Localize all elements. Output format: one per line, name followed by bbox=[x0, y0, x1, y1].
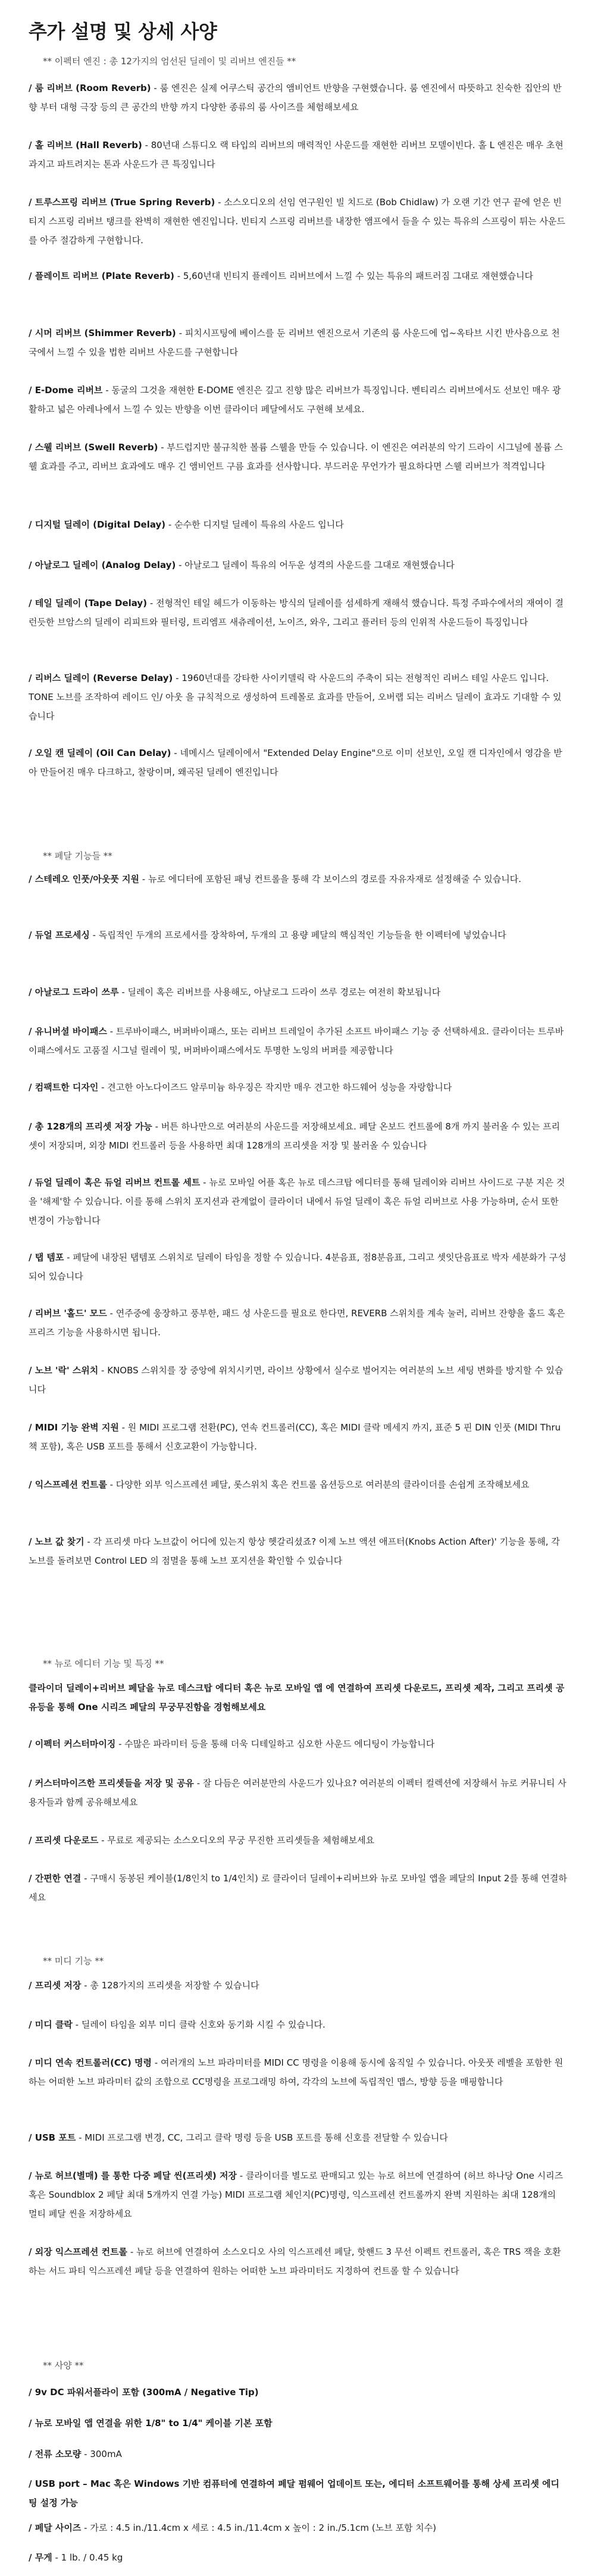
item-desc: - 페달에 내장된 탭템포 스위치로 딜레이 타임을 정할 수 있습니다. 4분음표, 점8분음표, 그리고 셋잇단음표로 박자 세분화가 구성되어 있습니다 bbox=[29, 1252, 566, 1282]
item-desc: - 클라이더를 별도로 판매되고 있는 뉴로 허브에 연결하여 (허브 하나당 One 시리즈 혹은 Soundblox 2 페달 최대 5개까지 연결 가능) MIDI 프로그램 체인지(PC)명령, 익스프레션 컨트롤까지 완벽 지원하는 최대 128개의 멀티 페달 씬을 저장하세요 bbox=[29, 2170, 563, 2219]
list-item bbox=[29, 1078, 567, 1097]
item-desc: - 구매시 동봉된 케이블(1/8인치 to 1/4인치) 로 클라이더 딜레이+리버브와 뉴로 모바일 앱을 페달의 Input 2를 통해 연결하세요 bbox=[29, 1873, 567, 1903]
item-name: / 시머 리버브 (Shimmer Reverb) bbox=[29, 328, 176, 338]
item-name: / 테일 딜레이 (Tape Delay) bbox=[29, 598, 148, 608]
item-desc: - 버튼 하나만으로 여러분의 사운드를 저장해보세요. 페달 온보드 컨트롤에 8개 까지 불러올 수 있는 프리셋이 저장되며, 외장 MIDI 컨트롤러 등을 사용하면 최대 128개의 프리셋을 저장 및 불러올 수 있습니다 bbox=[29, 1121, 560, 1151]
list-item bbox=[29, 1475, 567, 1494]
item-desc: - 다양한 외부 익스프레션 페달, 롯스위치 혹은 컨트롤 옵션등으로 여러분의 클라이더를 손쉽게 조작해보세요 bbox=[107, 1479, 530, 1490]
item-name: / 룸 리버브 (Room Reverb) bbox=[29, 83, 151, 93]
item-desc: - 각 프리셋 마다 노브값이 어디에 있는지 항상 헷갈리셨죠? 이제 노브 액션 애프터(Knobs Action After)' 기능을 통해, 각 노브를 돌려보면 Control LED 의 점멸을 통해 노브 포지션을 확인할 수 있습니다 bbox=[29, 1536, 560, 1566]
item-desc: - 전형적인 테일 헤드가 이동하는 방식의 딜레이를 섬세하게 재해석 했습니다. 특정 주파수에서의 재여이 결런듯한 브암스의 딜레이 리피트와 필터링, 트리엠프 새츄레이션, 노이즈, 와우, 그리고 플러터 등의 인위적 사운드들이 특징입니다 bbox=[29, 598, 564, 627]
item-desc: - 가로 : 4.5 in./11.4cm x 세로 : 4.5 in./11.4cm x 높이 : 2 in./5.1cm (노브 포함 치수) bbox=[81, 2522, 437, 2533]
item-name: 클라이더 딜레이+리버브 페달을 뉴로 데스크탑 에디터 혹은 뉴로 모바일 앱 에 연결하여 프리셋 다운로드, 프리셋 제작, 그리고 프리셋 공유등을 통해 One 시리즈 페달의 무궁무진함을 경험해보세요 bbox=[29, 1683, 565, 1712]
item-name: / 전류 소모량 bbox=[29, 2449, 82, 2459]
section-heading-engines: ** 이펙터 엔진 : 총 12가지의 엄선된 딜레이 및 리버브 엔진들 ** bbox=[43, 56, 296, 67]
item-name: / 뉴로 허브(별매) 를 통한 다중 페달 씬(프리셋) 저장 bbox=[29, 2170, 237, 2181]
item-name: / 오일 캔 딜레이 (Oil Can Delay) bbox=[29, 748, 171, 758]
item-desc: - 순수한 디지털 딜레이 특유의 사운드 입니다 bbox=[165, 519, 344, 530]
item-desc: - 무료로 제공되는 소스오디오의 무궁 무진한 프리셋들을 체험해보세요 bbox=[98, 1835, 375, 1846]
list-item bbox=[29, 870, 567, 889]
item-desc: - 딜레이 혹은 리버브를 사용해도, 아날로그 드라이 쓰루 경로는 여전히 확보됩니다 bbox=[118, 987, 441, 997]
item-name: / 미디 클락 bbox=[29, 2019, 73, 2030]
item-desc: - 룸 엔진은 실제 어쿠스틱 공간의 앰비언트 반향을 구현했습니다. 룸 엔진에서 따뜻하고 친숙한 집안의 반향 부터 대형 극장 등의 큰 공간의 반향 까지 다양한 종류의 룸 사이즈를 체험해보세요 bbox=[29, 83, 562, 112]
list-item bbox=[29, 1976, 567, 1995]
item-name: / USB port – Mac 혹은 Windows 기반 컴퓨터에 연결하여 페달 펌웨어 업데이트 또는, 에디터 소프트웨어를 통해 상세 프리셋 에디팅 설정 가능 bbox=[29, 2478, 560, 2508]
list-item bbox=[29, 1774, 567, 1812]
item-desc: - 뉴로 에디터에 포함된 패닝 컨트롤을 통해 각 보이스의 경로를 자유자재로 설정해줄 수 있습니다. bbox=[139, 874, 522, 884]
item-desc: - 80년대 스튜디오 랙 타입의 리버브의 매력적인 사운드를 재현한 리버브 모델이빈다. 홀 L 엔진은 매우 초현과지고 파트려지는 톤과 사운드가 큰 특징입니다 bbox=[29, 140, 563, 170]
item-name: / E-Dome 리버브 bbox=[29, 385, 103, 396]
list-item bbox=[29, 2166, 567, 2223]
item-name: / 유니버셜 바이패스 bbox=[29, 1026, 107, 1037]
list-item bbox=[29, 669, 567, 726]
list-item bbox=[29, 1022, 567, 1060]
list-item bbox=[29, 2383, 567, 2402]
item-desc: - 뉴로 모바일 어플 혹은 뉴로 데스크탑 에디터를 통해 딜레이와 리버브 사이드로 구분 지은 것을 '해제'할 수 있습니다. 이를 통해 스위치 포지션과 관계없이 클라이더 내에서 듀얼 딜레이 혹은 듀얼 리버브로 사용 가능하며, 순서 또한 변경이 가능합니다 bbox=[29, 1177, 565, 1226]
item-desc: - 부드럽지만 불규칙한 볼륨 스웰을 만들 수 있습니다. 이 엔진은 여러분의 악기 드라이 시그널에 볼륨 스웰 효과를 주고, 리버브 효과에도 매우 긴 앰비언트 구름 효과를 선사합니다. 부드러운 무언가가 필요하다면 스웰 리버브가 적격입니다 bbox=[29, 442, 563, 472]
item-desc: - KNOBS 스위치를 장 중앙에 위치시키면, 라이브 상황에서 실수로 벌어지는 여러분의 노브 세팅 변화를 방지할 수 있습니다 bbox=[29, 1365, 563, 1395]
item-name: / 컴팩트한 디자인 bbox=[29, 1082, 99, 1093]
section-heading-features: ** 페달 기능들 ** bbox=[43, 851, 112, 861]
list-item bbox=[29, 438, 567, 476]
item-desc: - 동굴의 그것을 재현한 E-DOME 엔진은 깊고 진향 많은 리버브가 특징입니다. 벤티리스 리버브에서도 선보인 매우 광활하고 넓은 아레나에서 느낄 수 있는 반향을 이번 클라이더 페달에서도 구현해 보세요. bbox=[29, 385, 561, 415]
item-desc: - 피치시프팅에 베이스를 둔 리버브 엔진으로서 기존의 룸 사운드에 업~옥타브 시킨 반사음으로 천국에서 느낄 수 있을 법한 리버브 사운드를 구현합니다 bbox=[29, 328, 560, 357]
item-desc: - 뉴로 허브에 연결하여 소스오디오 사의 익스프레션 페달, 핫핸드 3 무선 이펙트 컨트롤러, 혹은 TRS 잭을 호환하는 서드 파티 익스프레션 페달 등을 연결하여 원하는 어떠한 노브 파라미터도 지정하여 컨트롤 할 수 있습니다 bbox=[29, 2246, 561, 2276]
list-item bbox=[29, 193, 567, 250]
item-name: / 커스터마이즈한 프리셋들을 저장 및 공유 bbox=[29, 1778, 194, 1789]
item-name: / 아날로그 드라이 쓰루 bbox=[29, 987, 119, 997]
item-desc: - 총 128가지의 프리셋을 저장할 수 있습니다 bbox=[81, 1980, 259, 1991]
item-desc: - 연주중에 웅장하고 풍부한, 패드 성 사운드를 필요로 한다면, REVERB 스위치를 계속 눌러, 리버브 잔향을 홀드 혹은 프리즈 기능을 사용하시면 됩니다. bbox=[29, 1308, 565, 1338]
list-item bbox=[29, 2242, 567, 2280]
item-desc: - 아날로그 딜레이 특유의 어두운 성격의 사운드를 그대로 재현했습니다 bbox=[176, 560, 455, 570]
list-item bbox=[29, 2128, 567, 2147]
list-item bbox=[29, 1361, 567, 1399]
item-name: / 스웰 리버브 (Swell Reverb) bbox=[29, 442, 158, 453]
item-name: / 총 128개의 프리셋 저장 가능 bbox=[29, 1121, 152, 1132]
item-name: / MIDI 기능 완벽 지원 bbox=[29, 1422, 119, 1433]
list-item bbox=[29, 2474, 567, 2512]
item-name: / 리버브 '홀드' 모드 bbox=[29, 1308, 107, 1319]
item-name: / 플레이트 리버브 (Plate Reverb) bbox=[29, 271, 174, 281]
item-desc: - 여러개의 노브 파라미터를 MIDI CC 명령을 이용해 동시에 움직일 수 있습니다. 아웃풋 레벨을 포함한 원하는 어떠한 노브 파라미터 값의 조합으로 CC명령을 프로그래밍 하여, 각각의 노브에 독립적인 맵스, 방향 등을 매핑합니다 bbox=[29, 2057, 563, 2087]
item-name: / 노브 '락' 스위치 bbox=[29, 1365, 99, 1376]
item-desc: - 1 lb. / 0.45 kg bbox=[52, 2552, 123, 2563]
list-item bbox=[29, 743, 567, 782]
item-name: / 디지털 딜레이 (Digital Delay) bbox=[29, 519, 166, 530]
list-item bbox=[29, 136, 567, 174]
item-desc: - 5,60년대 빈티지 플레이트 리버브에서 느낄 수 있는 특유의 패트러짐 그대로 재현했습니다 bbox=[174, 271, 534, 281]
list-item bbox=[29, 1418, 567, 1456]
list-item bbox=[29, 2548, 567, 2567]
list-item bbox=[29, 925, 567, 945]
item-name: / 이펙터 커스터마이징 bbox=[29, 1739, 116, 1749]
list-item bbox=[29, 2445, 567, 2464]
item-name: / 뉴로 모바일 앱 연결을 위한 1/8" to 1/4" 케이블 기본 포함 bbox=[29, 2418, 273, 2428]
item-desc: - 소스오디오의 선임 연구원인 빌 치드로 (Bob Chidlaw) 가 오랜 기간 연구 끝에 얻은 빈티지 스프링 리버브 탱크를 완벽히 재현한 엔진입니다. 빈티지 스프링 리버브를 내장한 앰프에서 들을 수 있는 특유의 스프링이 튀는 사운드를 아주 절감하게 구현합니다. bbox=[29, 197, 566, 246]
item-name: / 아날로그 딜레이 (Analog Delay) bbox=[29, 560, 176, 570]
item-name: / 노브 값 찾기 bbox=[29, 1536, 84, 1547]
item-name: / 탭 템포 bbox=[29, 1252, 64, 1263]
item-desc: - 1960년대를 강타한 사이키델릭 락 사운드의 주축이 되는 전형적인 리버스 테일 사운드 입니다. TONE 노브를 조작하여 레이드 인/ 아웃 을 규칙적으로 생성하여 트레몰로 효과를 만들어, 오버랩 되는 리버스 딜레이 효과도 기대할 수 있습니다 bbox=[29, 673, 562, 721]
list-item bbox=[29, 2518, 567, 2537]
item-name: / 듀얼 프로세싱 bbox=[29, 930, 90, 940]
item-desc: - 잘 다듬은 여러분만의 사운드가 있나요? 여러분의 이펙터 컬렉션에 저장해서 뉴로 커뮤니티 사용자들과 함께 공유해보세요 bbox=[29, 1778, 566, 1808]
list-item bbox=[29, 515, 567, 534]
item-name: / 스테레오 인풋/아웃풋 지원 bbox=[29, 874, 140, 884]
item-desc: - MIDI 프로그램 변경, CC, 그리고 클락 명령 등을 USB 포트를 통해 신호를 전달할 수 있습니다 bbox=[76, 2132, 448, 2143]
item-name: / 리버스 딜레이 (Reverse Delay) bbox=[29, 673, 173, 683]
item-desc: - 트루바이패스, 버퍼바이패스, 또는 리버브 트레일이 추가된 소프트 바이패스 기능 중 선택하세요. 클라이더는 트루바이패스에서도 고품질 시그널 릴레이 및, 버퍼바이패스에서도 투명한 노잉의 버퍼를 제공합니다 bbox=[29, 1026, 564, 1056]
item-name: / 9v DC 파워서플라이 포함 (300mA / Negative Tip) bbox=[29, 2387, 259, 2398]
section-heading-midi: ** 미디 기능 ** bbox=[43, 1956, 104, 1966]
list-item bbox=[29, 1678, 567, 1717]
list-item bbox=[29, 2414, 567, 2433]
list-item bbox=[29, 983, 567, 1002]
item-desc: - 원 MIDI 프로그램 전환(PC), 연속 컨트롤러(CC), 혹은 MIDI 클락 메세지 까지, 표준 5 핀 DIN 인풋 (MIDI Thru 책 포함), 혹은 USB 포트를 통해서 신호교환이 가능합니다. bbox=[29, 1422, 561, 1452]
item-name: / USB 포트 bbox=[29, 2132, 76, 2143]
list-item bbox=[29, 1734, 567, 1753]
list-item bbox=[29, 1304, 567, 1342]
item-desc: - 딜레이 타임을 외부 미디 클락 신호와 동기화 시킬 수 있습니다. bbox=[72, 2019, 325, 2030]
item-name: / 미디 연속 컨트롤러(CC) 명령 bbox=[29, 2057, 152, 2068]
list-item bbox=[29, 2015, 567, 2034]
item-name: / 외장 익스프레션 컨트롤 bbox=[29, 2246, 128, 2257]
item-desc: - 300mA bbox=[81, 2449, 122, 2459]
item-name: / 트루스프링 리버브 (True Spring Reverb) bbox=[29, 197, 215, 208]
list-item bbox=[29, 1532, 567, 1570]
item-name: / 페달 사이즈 bbox=[29, 2522, 82, 2533]
item-name: / 무게 bbox=[29, 2552, 52, 2563]
list-item bbox=[29, 1173, 567, 1230]
list-item bbox=[29, 1248, 567, 1286]
section-heading-editor: ** 뉴로 에디터 기능 및 특징 ** bbox=[43, 1658, 164, 1669]
list-item bbox=[29, 266, 567, 285]
list-item bbox=[29, 594, 567, 632]
item-desc: - 네메시스 딜레이에서 "Extended Delay Engine"으로 이미 선보인, 오일 캔 디자인에서 영감을 받아 만들어진 매우 다크하고, 찰랑이며, 왜곡된 딜레이 엔진입니다 bbox=[29, 748, 562, 777]
item-name: / 간편한 연결 bbox=[29, 1873, 82, 1884]
item-name: / 듀얼 딜레이 혹은 듀얼 리버브 컨트롤 세트 bbox=[29, 1177, 201, 1188]
item-desc: - 독립적인 두개의 프로세서를 장착하여, 두개의 고 용량 페달의 핵심적인 기능들을 한 이펙터에 넣었습니다 bbox=[89, 930, 506, 940]
list-item bbox=[29, 1869, 567, 1907]
item-desc: - 수많은 파라미터 등을 통해 더욱 디테일하고 심오한 사운드 에디팅이 가능합니다 bbox=[115, 1739, 435, 1749]
item-desc: - 견고한 아노다이즈드 알루미늄 하우징은 작지만 매우 견고한 하드웨어 성능을 자랑합니다 bbox=[98, 1082, 452, 1093]
section-heading-specs: ** 사양 ** bbox=[43, 2360, 84, 2371]
list-item bbox=[29, 381, 567, 419]
list-item bbox=[29, 324, 567, 362]
item-name: / 홀 리버브 (Hall Reverb) bbox=[29, 140, 142, 150]
item-name: / 프리셋 저장 bbox=[29, 1980, 82, 1991]
list-item bbox=[29, 556, 567, 575]
item-name: / 프리셋 다운로드 bbox=[29, 1835, 99, 1846]
item-name: / 익스프레션 컨트롤 bbox=[29, 1479, 107, 1490]
list-item bbox=[29, 79, 567, 117]
page-title: 추가 설명 및 상세 사양 bbox=[29, 20, 217, 43]
list-item bbox=[29, 1117, 567, 1155]
list-item bbox=[29, 2053, 567, 2091]
list-item bbox=[29, 1831, 567, 1850]
